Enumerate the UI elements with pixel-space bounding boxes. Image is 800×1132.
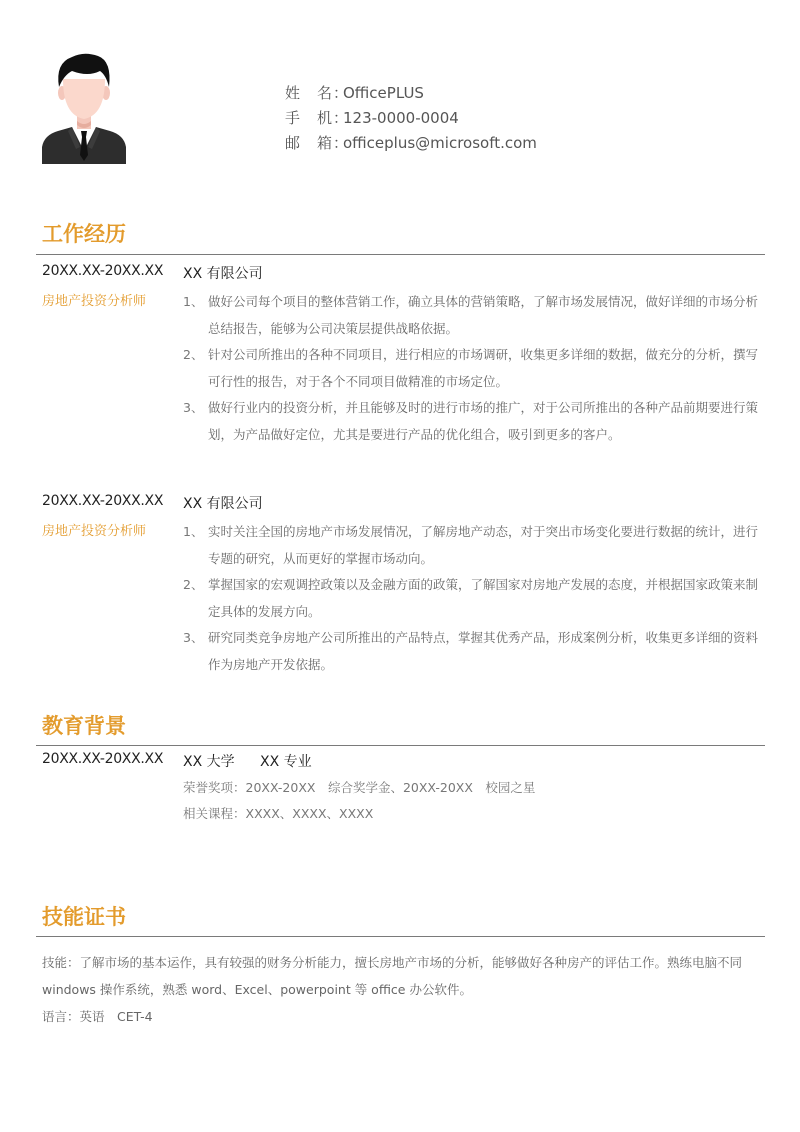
section-title-skills: 技能证书 [42,905,126,929]
duty-text: 研究同类竞争房地产公司所推出的产品特点，掌握其优秀产品，形成案例分析，收集更多详细的资料作为房地产开发依据。 [208,630,759,672]
skills-description: 技能：了解市场的基本运作，具有较强的财务分析能力，擅长房地产市场的分析，能够做好各种房产的评估工作。熟练电脑不同 windows 操作系统，熟悉 word、Excel、powerpoint 等 office 办公软件。 [42,955,743,997]
email-value: officeplus@microsoft.com [343,133,537,152]
duty-number: 2、 [183,577,204,592]
duty-number: 3、 [183,400,204,415]
language-description: 语言：英语 CET-4 [42,1009,153,1024]
duty-number: 1、 [183,524,204,539]
contact-email-row [285,130,537,155]
duty-item [183,519,763,572]
section-divider-skills [36,936,765,937]
duty-item [183,289,763,342]
name-value: OfficePLUS [343,83,424,102]
education-major: XX 专业 [260,754,312,770]
job-duties [183,519,763,678]
job-company: XX 有限公司 [183,496,263,512]
duty-text: 实时关注全国的房地产市场发展情况，了解房地产动态，对于突出市场变化要进行数据的统计，进行专题的研究，从而更好的掌握市场动向。 [208,524,759,566]
duty-item [183,572,763,625]
email-label: 邮 箱： [285,134,350,152]
section-divider-work [36,254,765,255]
job-entry-1 [42,263,764,442]
job-duties [183,289,763,448]
education-honors: 荣誉奖项：20XX-20XX 综合奖学金、20XX-20XX 校园之星 [183,780,536,795]
education-courses: 相关课程：XXXX、XXXX、XXXX [183,806,374,821]
duty-number: 2、 [183,347,204,362]
contact-info [285,80,537,155]
section-title-education: 教育背景 [42,714,126,738]
duty-text: 针对公司所推出的各种不同项目，进行相应的市场调研，收集更多详细的数据，做充分的分析，撰写可行性的报告，对于各个不同项目做精准的市场定位。 [208,347,759,389]
job-role: 房地产投资分析师 [42,524,147,539]
duty-text: 掌握国家的宏观调控政策以及金融方面的政策，了解国家对房地产发展的态度，并根据国家政策来制定具体的发展方向。 [208,577,759,619]
section-divider-education [36,745,765,746]
phone-label: 手 机： [285,109,350,127]
job-entry-2 [42,493,764,672]
skills-block [42,949,764,1030]
job-period: 20XX.XX-20XX.XX [42,493,164,509]
duty-text: 做好行业内的投资分析，并且能够及时的进行市场的推广，对于公司所推出的各种产品前期要进行策划，为产品做好定位，尤其是要进行产品的优化组合，吸引到更多的客户。 [208,400,759,442]
contact-name-row [285,80,537,105]
duty-item [183,342,763,395]
avatar-icon [42,51,126,164]
job-company: XX 有限公司 [183,266,263,282]
section-title-work: 工作经历 [42,222,126,246]
job-period: 20XX.XX-20XX.XX [42,263,164,279]
name-label: 姓 名： [285,84,350,102]
contact-phone-row [285,105,537,130]
phone-value: 123-0000-0004 [343,108,459,127]
education-school: XX 大学 [183,754,235,770]
duty-text: 做好公司每个项目的整体营销工作，确立具体的营销策略，了解市场发展情况，做好详细的市场分析总结报告，能够为公司决策层提供战略依据。 [208,294,759,336]
education-period: 20XX.XX-20XX.XX [42,751,164,767]
duty-number: 3、 [183,630,204,645]
duty-number: 1、 [183,294,204,309]
duty-item [183,625,763,678]
duty-item [183,395,763,448]
job-role: 房地产投资分析师 [42,294,147,309]
